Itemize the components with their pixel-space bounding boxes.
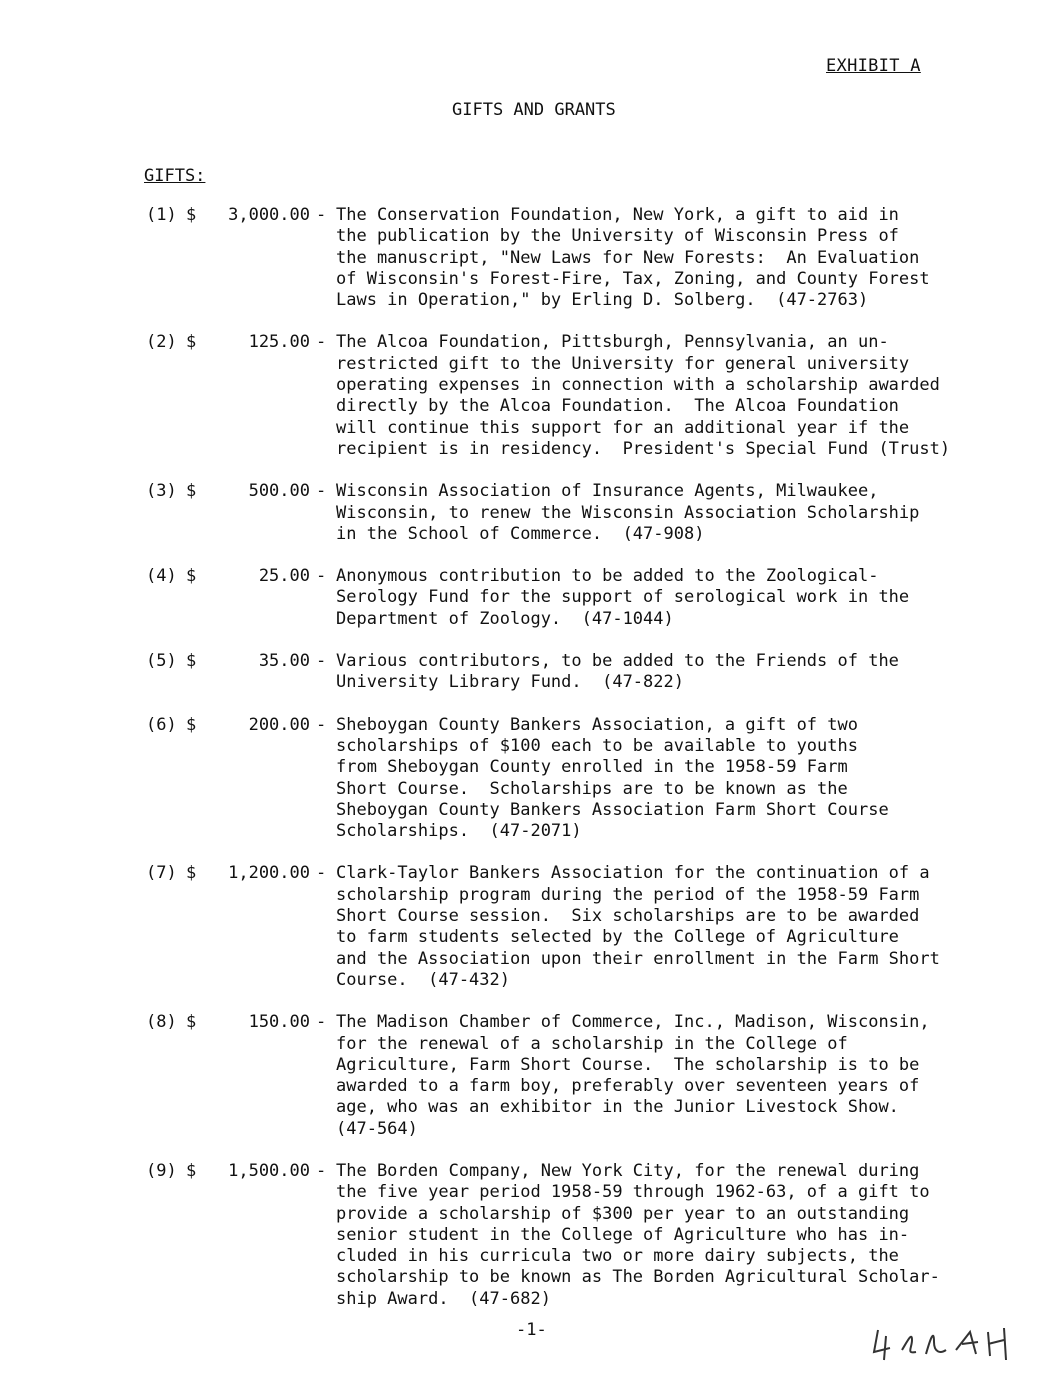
description-line: Various contributors, to be added to the Friends of the [336,651,899,672]
description-line: Clark-Taylor Bankers Association for the continuation of a [336,863,930,884]
entry-description [336,651,1036,694]
description-line: Laws in Operation," by Erling D. Solberg. (47-2763) [336,290,869,311]
description-line: ship Award. (47-682) [336,1288,551,1309]
description-line: restricted gift to the University for general university [336,353,910,374]
entry-number: (8) [146,1012,177,1033]
description-line: Short Course session. Six scholarships are to be awarded [336,906,920,927]
description-line: from Sheboygan County enrolled in the 1958-59 Farm [336,757,848,778]
description-line: scholarship program during the period of the 1958-59 Farm [336,884,920,905]
currency-symbol: $ [186,1160,197,1181]
description-line: Course. (47-432) [336,969,510,990]
entry-number: (1) [146,205,177,225]
description-line: The Borden Company, New York City, for the renewal during [336,1160,920,1181]
description-line: the manuscript, "New Laws for New Forests: An Evaluation [336,247,920,268]
currency-symbol: $ [186,481,197,502]
gift-entries [0,205,1056,1331]
description-line: Sheboygan County Bankers Association Farm Short Course [336,799,889,820]
gift-entry [0,332,1056,460]
description-line: cluded in his curricula two or more dairy subjects, the [336,1246,899,1267]
entry-description [336,566,1036,630]
description-line: age, who was an exhibitor in the Junior Livestock Show. [336,1097,899,1118]
page-number: -1- [516,1320,547,1340]
entry-dash: - [316,205,327,225]
description-line: scholarship to be known as The Borden Agricultural Scholar- [336,1267,940,1288]
gift-entry [0,481,1056,545]
currency-symbol: $ [186,566,197,587]
entry-dash: - [316,863,327,884]
description-line: the five year period 1958-59 through 1962-63, of a gift to [336,1182,930,1203]
entry-description [336,332,1036,460]
entry-dash: - [316,1012,327,1033]
section-heading-gifts: GIFTS: [144,166,206,186]
description-line: Agriculture, Farm Short Course. The scholarship is to be [336,1054,920,1075]
description-line: (47-564) [336,1118,418,1139]
description-line: scholarships of $100 each to be available to youths [336,735,858,756]
entry-dash: - [316,481,327,502]
entry-description [336,863,1036,991]
entry-number: (4) [146,566,177,587]
gift-amount: 3,000.00 [228,205,310,225]
gift-entry [0,715,1056,843]
description-line: Serology Fund for the support of serological work in the [336,587,910,608]
gift-entry [0,651,1056,694]
entry-number: (6) [146,714,177,735]
handwritten-signature [868,1310,1038,1370]
gift-amount: 150.00 [248,1012,310,1033]
entry-description [336,1161,1036,1310]
description-line: University Library Fund. (47-822) [336,672,684,693]
description-line: provide a scholarship of $300 per year to an outstanding [336,1203,910,1224]
gift-entry [0,863,1056,991]
currency-symbol: $ [186,863,197,884]
description-line: of Wisconsin's Forest-Fire, Tax, Zoning, and County Forest [336,268,930,289]
entry-number: (7) [146,863,177,884]
description-line: will continue this support for an additional year if the [336,417,910,438]
description-line: for the renewal of a scholarship in the College of [336,1033,848,1054]
entry-number: (3) [146,481,177,502]
entry-description [336,481,1036,545]
currency-symbol: $ [186,332,197,353]
description-line: Short Course. Scholarships are to be known as the [336,778,848,799]
description-line: Wisconsin Association of Insurance Agents, Milwaukee, [336,481,879,502]
description-line: Department of Zoology. (47-1044) [336,608,674,629]
entry-dash: - [316,1160,327,1181]
description-line: The Madison Chamber of Commerce, Inc., Madison, Wisconsin, [336,1012,930,1033]
entry-description [336,715,1036,843]
gift-amount: 1,500.00 [228,1160,310,1181]
description-line: awarded to a farm boy, preferably over seventeen years of [336,1076,920,1097]
description-line: directly by the Alcoa Foundation. The Alcoa Foundation [336,396,899,417]
entry-number: (5) [146,651,177,672]
gift-amount: 125.00 [248,332,310,353]
gift-amount: 35.00 [258,651,310,672]
entry-dash: - [316,566,327,587]
entry-description [336,1012,1036,1140]
description-line: Sheboygan County Bankers Association, a gift of two [336,714,858,735]
currency-symbol: $ [186,205,197,225]
description-line: Wisconsin, to renew the Wisconsin Association Scholarship [336,502,920,523]
description-line: senior student in the College of Agriculture who has in- [336,1224,910,1245]
currency-symbol: $ [186,714,197,735]
description-line: Anonymous contribution to be added to the Zoological- [336,566,879,587]
exhibit-label: EXHIBIT A [826,56,921,76]
description-line: The Alcoa Foundation, Pittsburgh, Pennsylvania, an un- [336,332,889,353]
gift-amount: 200.00 [248,714,310,735]
description-line: to farm students selected by the College of Agriculture [336,927,899,948]
description-line: The Conservation Foundation, New York, a gift to aid in [336,205,899,225]
gift-amount: 1,200.00 [228,863,310,884]
entry-description [336,205,1036,311]
currency-symbol: $ [186,1012,197,1033]
page-title: GIFTS AND GRANTS [452,100,616,120]
description-line: in the School of Commerce. (47-908) [336,523,705,544]
entry-number: (2) [146,332,177,353]
entry-dash: - [316,714,327,735]
gift-entry [0,566,1056,630]
description-line: recipient is in residency. President's Special Fund (Trust) [336,438,951,459]
currency-symbol: $ [186,651,197,672]
description-line: and the Association upon their enrollment in the Farm Short [336,948,940,969]
entry-dash: - [316,332,327,353]
entry-number: (9) [146,1160,177,1181]
gift-entry [0,1161,1056,1310]
gift-amount: 500.00 [248,481,310,502]
description-line: Scholarships. (47-2071) [336,821,582,842]
entry-dash: - [316,651,327,672]
description-line: the publication by the University of Wisconsin Press of [336,226,899,247]
description-line: operating expenses in connection with a scholarship awarded [336,375,940,396]
gift-entry [0,205,1056,311]
gift-entry [0,1012,1056,1140]
gift-amount: 25.00 [258,566,310,587]
